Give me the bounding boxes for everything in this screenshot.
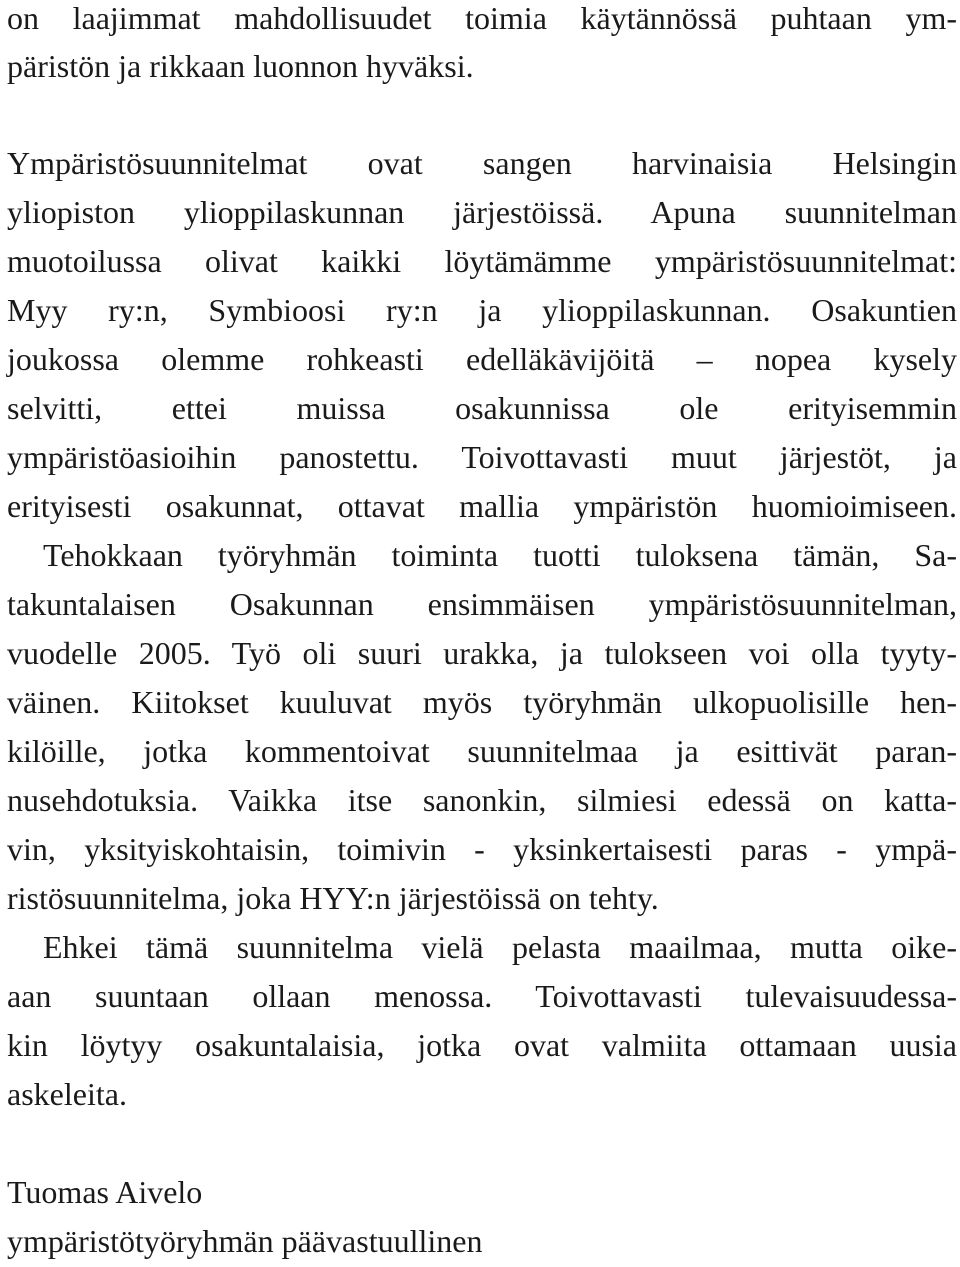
body-line-20: aan suuntaan ollaan menossa. Toivottavasti tulevaisuudessa-: [7, 978, 957, 1014]
body-line-1: on laajimmat mahdollisuudet toimia käytännössä puhtaan ym-: [7, 0, 957, 36]
body-line-16: nusehdotuksia. Vaikka itse sanonkin, silmiesi edessä on katta-: [7, 782, 957, 818]
body-line-12: takuntalaisen Osakunnan ensimmäisen ympäristösuunnitelman,: [7, 586, 957, 622]
body-line-10: erityisesti osakunnat, ottavat mallia ympäristön huomioimiseen.: [7, 488, 957, 524]
body-line-8: selvitti, ettei muissa osakunnissa ole erityisemmin: [7, 390, 957, 426]
signature-role: ympäristötyöryhmän päävastuullinen: [7, 1223, 483, 1259]
body-line-17: vin, yksityiskohtaisin, toimivin - yksinkertaisesti paras - ympä-: [7, 831, 957, 867]
body-line-15: kilöille, jotka kommentoivat suunnitelmaa ja esittivät paran-: [7, 733, 957, 769]
body-line-9: ympäristöasioihin panostettu. Toivottavasti muut järjestöt, ja: [7, 439, 957, 475]
signature-name: Tuomas Aivelo: [7, 1174, 203, 1210]
body-line-14: väinen. Kiitokset kuuluvat myös työryhmän ulkopuolisille hen-: [7, 684, 957, 720]
body-line-3: Ympäristösuunnitelmat ovat sangen harvinaisia Helsingin: [7, 145, 957, 181]
body-line-5: muotoilussa olivat kaikki löytämämme ympäristösuunnitelmat:: [7, 243, 957, 279]
body-line-11: Tehokkaan työryhmän toiminta tuotti tuloksena tämän, Sa-: [43, 537, 957, 573]
body-line-19: Ehkei tämä suunnitelma vielä pelasta maailmaa, mutta oike-: [43, 929, 957, 965]
body-line-6: Myy ry:n, Symbioosi ry:n ja ylioppilaskunnan. Osakuntien: [7, 292, 957, 328]
body-line-7: joukossa olemme rohkeasti edelläkävijöitä – nopea kysely: [7, 341, 957, 377]
body-line-13: vuodelle 2005. Työ oli suuri urakka, ja tulokseen voi olla tyyty-: [7, 635, 957, 671]
body-line-4: yliopiston ylioppilaskunnan järjestöissä. Apuna suunnitelman: [7, 194, 957, 230]
body-line-22: askeleita.: [7, 1076, 127, 1112]
body-line-18: ristösuunnitelma, joka HYY:n järjestöissä on tehty.: [7, 880, 659, 916]
body-line-21: kin löytyy osakuntalaisia, jotka ovat valmiita ottamaan uusia: [7, 1027, 957, 1063]
body-line-2: päristön ja rikkaan luonnon hyväksi.: [7, 48, 474, 84]
